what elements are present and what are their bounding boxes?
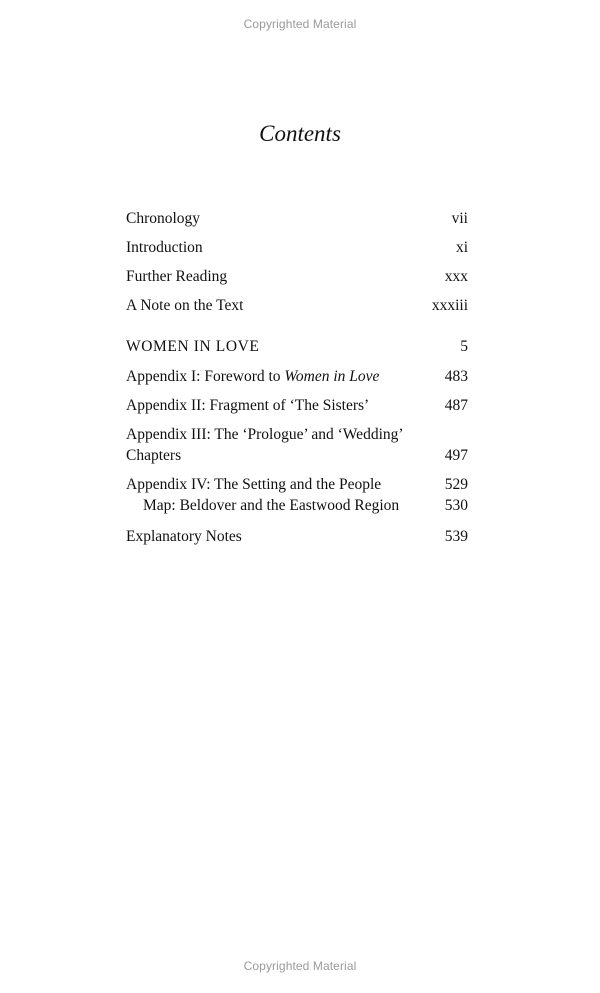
watermark-top: Copyrighted Material	[243, 17, 357, 31]
toc-entry-label-line1: Appendix III: The ‘Prologue’ and ‘Wedding’	[126, 426, 404, 443]
toc-entry-label-prefix: Appendix I: Foreword to	[126, 368, 285, 385]
toc-entry-page: 497	[444, 447, 468, 464]
toc-entry-page: 5	[460, 338, 468, 355]
toc-entry-page: 530	[444, 497, 468, 514]
toc-entry-note-on-text[interactable]	[126, 295, 468, 316]
toc-entry-explanatory-notes[interactable]	[126, 526, 468, 547]
toc-entry-label: Chronology	[126, 210, 201, 227]
watermark-bottom: Copyrighted Material	[243, 959, 357, 973]
toc-entry-appendix-ii[interactable]	[126, 395, 468, 416]
toc-entry-label: Further Reading	[126, 268, 228, 285]
toc-entry-page: 487	[444, 397, 468, 414]
toc-entry-label: Appendix II: Fragment of ‘The Sisters’	[126, 397, 370, 414]
toc-entry-label: WOMEN IN LOVE	[126, 338, 260, 355]
toc-entry-page: xxx	[444, 268, 468, 285]
toc-entry-appendix-iii[interactable]	[126, 424, 468, 466]
toc-entry-further-reading[interactable]	[126, 266, 468, 287]
toc-entry-introduction[interactable]	[126, 237, 468, 258]
toc-entry-page: vii	[451, 210, 468, 227]
toc-entry-page: 483	[444, 368, 468, 385]
toc-entry-page: 529	[444, 476, 468, 493]
toc-entry-women-in-love[interactable]	[126, 336, 468, 357]
toc-entry-label: Appendix IV: The Setting and the People	[126, 476, 382, 493]
toc-entry-label	[126, 366, 445, 387]
toc-entry-label-line2: Chapters	[126, 447, 182, 464]
toc-entry-label	[126, 424, 445, 466]
toc-entry-appendix-iv[interactable]	[126, 474, 468, 495]
toc-entry-appendix-i[interactable]	[126, 366, 468, 387]
toc-entry-chronology[interactable]	[126, 208, 468, 229]
toc-entry-page: xxxiii	[431, 297, 468, 314]
toc-entry-label-italic: Women in Love	[284, 368, 380, 385]
page-title: Contents	[259, 121, 341, 146]
toc-entry-map[interactable]	[126, 495, 468, 516]
toc-entry-label: Map: Beldover and the Eastwood Region	[143, 497, 400, 514]
toc-entry-label: Introduction	[126, 239, 203, 256]
toc-entry-page: xi	[455, 239, 468, 256]
toc-entry-label: Explanatory Notes	[126, 528, 242, 545]
toc-entry-label: A Note on the Text	[126, 297, 244, 314]
toc-entry-page: 539	[444, 528, 468, 545]
